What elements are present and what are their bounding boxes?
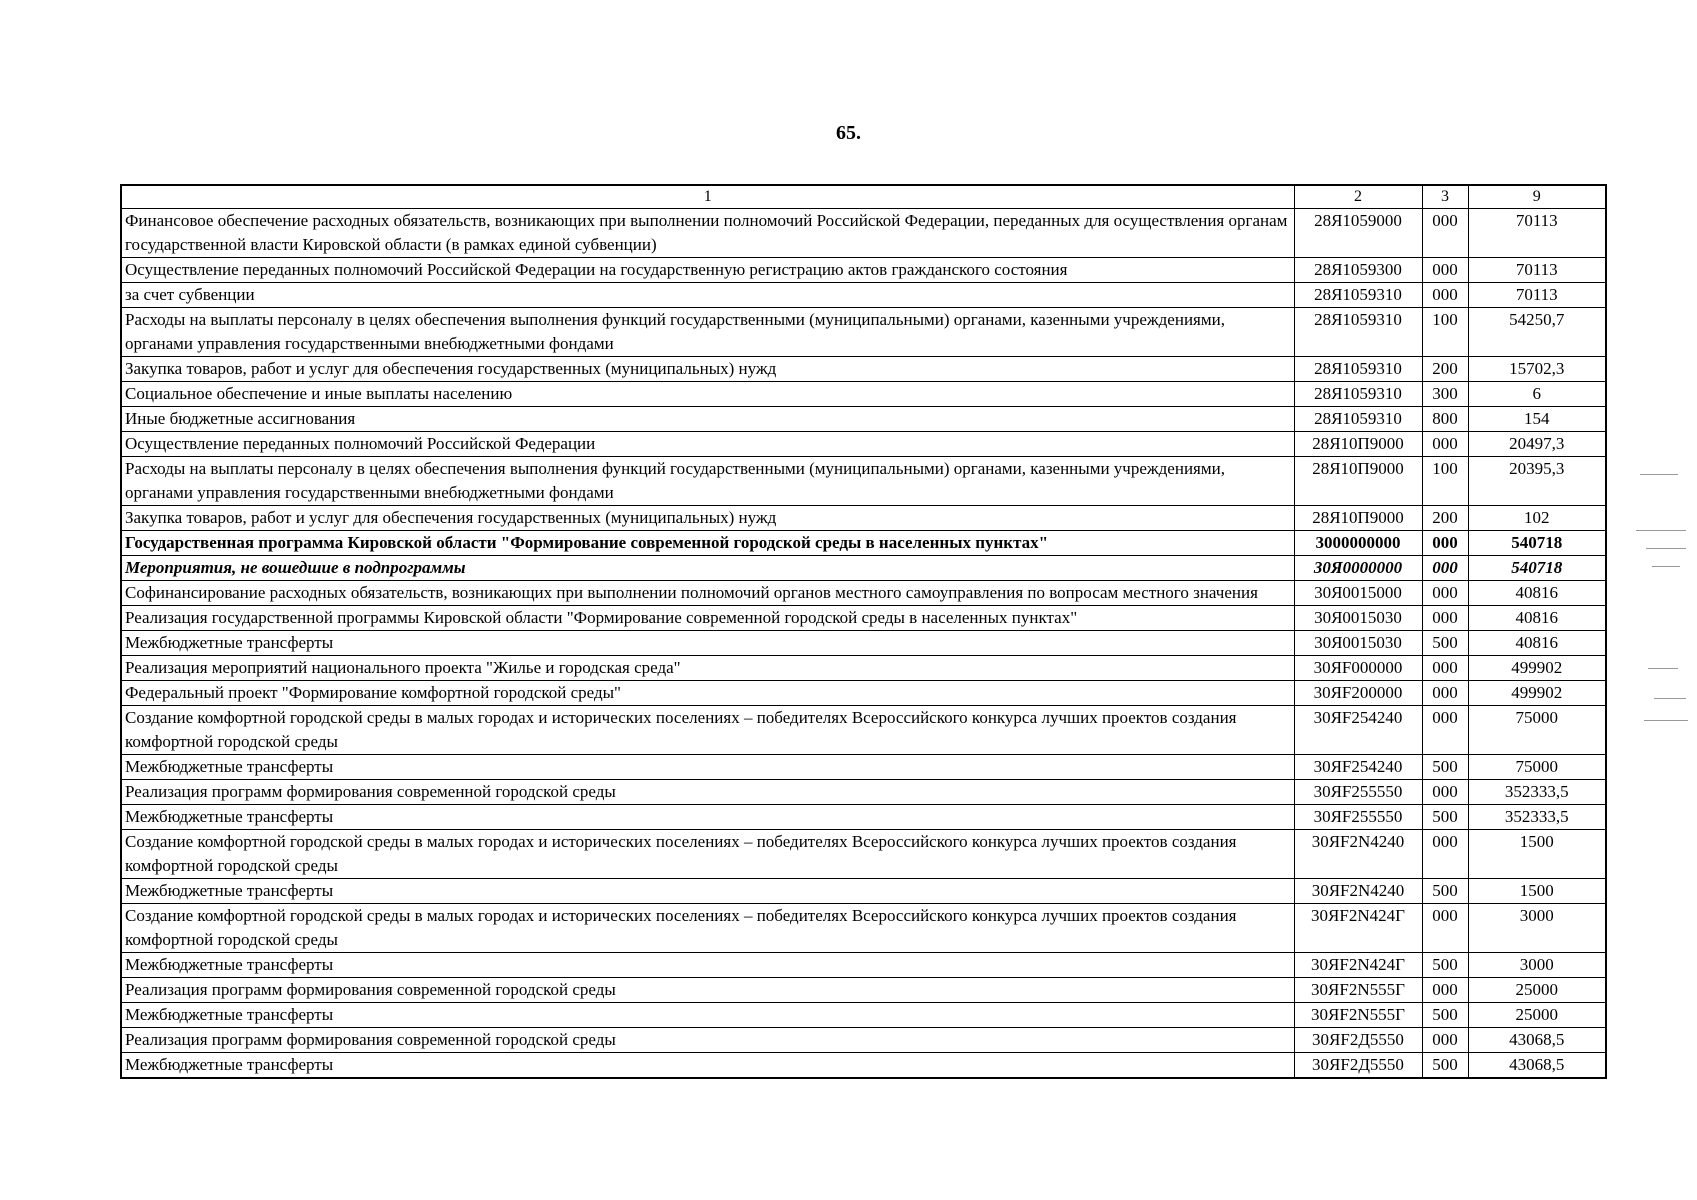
row-amount: 102 <box>1468 506 1606 531</box>
row-expense-kind: 000 <box>1422 978 1468 1003</box>
row-expense-kind: 200 <box>1422 506 1468 531</box>
scan-artifact <box>1648 668 1678 669</box>
row-amount: 352333,5 <box>1468 805 1606 830</box>
row-amount: 6 <box>1468 382 1606 407</box>
table-row <box>121 631 1606 656</box>
row-amount: 15702,3 <box>1468 357 1606 382</box>
row-description: Создание комфортной городской среды в малых городах и исторических поселениях – победителях Всероссийского конкурса лучших проектов создания комфортной городской среды <box>121 904 1294 953</box>
row-code: 30Я0015030 <box>1294 606 1422 631</box>
row-description: Государственная программа Кировской области "Формирование современной городской среды в населенных пунктах" <box>121 531 1294 556</box>
row-description: Реализация программ формирования современной городской среды <box>121 978 1294 1003</box>
row-description: Софинансирование расходных обязательств, возникающих при выполнении полномочий органов местного самоуправления по вопросам местного значения <box>121 581 1294 606</box>
row-expense-kind: 500 <box>1422 879 1468 904</box>
row-code: 28Я10П9000 <box>1294 457 1422 506</box>
row-amount: 499902 <box>1468 656 1606 681</box>
table-row <box>121 432 1606 457</box>
row-code: 30ЯF200000 <box>1294 681 1422 706</box>
row-code: 28Я1059310 <box>1294 407 1422 432</box>
row-description: Расходы на выплаты персоналу в целях обеспечения выполнения функций государственными (муниципальными) органами, казенными учреждениями, органами управления государственными внебюджетными фондами <box>121 308 1294 357</box>
row-expense-kind: 100 <box>1422 457 1468 506</box>
row-code: 28Я1059310 <box>1294 308 1422 357</box>
row-amount: 40816 <box>1468 631 1606 656</box>
row-amount: 70113 <box>1468 258 1606 283</box>
row-expense-kind: 500 <box>1422 755 1468 780</box>
row-code: 30ЯF254240 <box>1294 755 1422 780</box>
row-amount: 20497,3 <box>1468 432 1606 457</box>
scan-artifact <box>1640 474 1678 475</box>
table-row <box>121 1028 1606 1053</box>
column-header-kind: 3 <box>1422 185 1468 209</box>
row-amount: 499902 <box>1468 681 1606 706</box>
row-description: Финансовое обеспечение расходных обязательств, возникающих при выполнении полномочий Российской Федерации, переданных для осуществления органам государственной власти Кировской области (в рамках единой субвенции) <box>121 209 1294 258</box>
row-code: 30ЯF2Д5550 <box>1294 1053 1422 1079</box>
row-expense-kind: 500 <box>1422 631 1468 656</box>
row-expense-kind: 000 <box>1422 1028 1468 1053</box>
table-row <box>121 805 1606 830</box>
row-description: Реализация государственной программы Кировской области "Формирование современной городской среды в населенных пунктах" <box>121 606 1294 631</box>
row-code: 30ЯF2N4240 <box>1294 830 1422 879</box>
row-amount: 43068,5 <box>1468 1028 1606 1053</box>
row-code: 28Я1059310 <box>1294 283 1422 308</box>
row-code: 28Я1059310 <box>1294 357 1422 382</box>
table-row <box>121 581 1606 606</box>
table-row <box>121 1053 1606 1079</box>
row-amount: 154 <box>1468 407 1606 432</box>
row-expense-kind: 000 <box>1422 656 1468 681</box>
table-row <box>121 209 1606 258</box>
row-description: Мероприятия, не вошедшие в подпрограммы <box>121 556 1294 581</box>
row-expense-kind: 000 <box>1422 258 1468 283</box>
row-amount: 3000 <box>1468 953 1606 978</box>
table-row <box>121 258 1606 283</box>
column-header-code: 2 <box>1294 185 1422 209</box>
table-row <box>121 308 1606 357</box>
row-amount: 1500 <box>1468 879 1606 904</box>
row-description: Реализация программ формирования современной городской среды <box>121 780 1294 805</box>
table-row <box>121 1003 1606 1028</box>
row-expense-kind: 000 <box>1422 581 1468 606</box>
table-row <box>121 407 1606 432</box>
table-row <box>121 606 1606 631</box>
row-code: 30ЯF2N4240 <box>1294 879 1422 904</box>
row-description: Реализация программ формирования современной городской среды <box>121 1028 1294 1053</box>
row-expense-kind: 000 <box>1422 606 1468 631</box>
table-row <box>121 879 1606 904</box>
row-description: Межбюджетные трансферты <box>121 755 1294 780</box>
row-code: 28Я1059300 <box>1294 258 1422 283</box>
row-amount: 25000 <box>1468 978 1606 1003</box>
row-description: Федеральный проект "Формирование комфортной городской среды" <box>121 681 1294 706</box>
scan-artifact <box>1652 566 1680 567</box>
row-expense-kind: 300 <box>1422 382 1468 407</box>
row-code: 28Я1059000 <box>1294 209 1422 258</box>
table-row <box>121 706 1606 755</box>
column-header-amount: 9 <box>1468 185 1606 209</box>
table-row <box>121 556 1606 581</box>
row-expense-kind: 500 <box>1422 953 1468 978</box>
table-row <box>121 780 1606 805</box>
row-code: 30ЯF255550 <box>1294 780 1422 805</box>
table-row <box>121 457 1606 506</box>
scan-artifact <box>1646 548 1686 549</box>
row-code: 30ЯF000000 <box>1294 656 1422 681</box>
row-description: Межбюджетные трансферты <box>121 953 1294 978</box>
row-description: за счет субвенции <box>121 283 1294 308</box>
scan-artifact <box>1636 530 1686 531</box>
row-expense-kind: 800 <box>1422 407 1468 432</box>
row-description: Межбюджетные трансферты <box>121 1053 1294 1079</box>
row-description: Осуществление переданных полномочий Российской Федерации на государственную регистрацию актов гражданского состояния <box>121 258 1294 283</box>
row-description: Создание комфортной городской среды в малых городах и исторических поселениях – победителях Всероссийского конкурса лучших проектов создания комфортной городской среды <box>121 706 1294 755</box>
row-description: Реализация мероприятий национального проекта "Жилье и городская среда" <box>121 656 1294 681</box>
row-description: Осуществление переданных полномочий Российской Федерации <box>121 432 1294 457</box>
row-code: 30ЯF2N555Г <box>1294 978 1422 1003</box>
row-description: Межбюджетные трансферты <box>121 879 1294 904</box>
row-code: 30ЯF255550 <box>1294 805 1422 830</box>
row-expense-kind: 500 <box>1422 1053 1468 1079</box>
row-expense-kind: 500 <box>1422 1003 1468 1028</box>
row-code: 30Я0000000 <box>1294 556 1422 581</box>
row-code: 30ЯF2Д5550 <box>1294 1028 1422 1053</box>
table-row <box>121 953 1606 978</box>
row-amount: 540718 <box>1468 556 1606 581</box>
row-amount: 352333,5 <box>1468 780 1606 805</box>
row-amount: 75000 <box>1468 706 1606 755</box>
table-row <box>121 681 1606 706</box>
row-code: 28Я1059310 <box>1294 382 1422 407</box>
row-description: Закупка товаров, работ и услуг для обеспечения государственных (муниципальных) нужд <box>121 506 1294 531</box>
row-expense-kind: 000 <box>1422 531 1468 556</box>
table-row <box>121 357 1606 382</box>
row-expense-kind: 000 <box>1422 904 1468 953</box>
row-amount: 20395,3 <box>1468 457 1606 506</box>
row-amount: 540718 <box>1468 531 1606 556</box>
row-code: 30ЯF254240 <box>1294 706 1422 755</box>
table-row <box>121 830 1606 879</box>
row-code: 30ЯF2N555Г <box>1294 1003 1422 1028</box>
table-row <box>121 978 1606 1003</box>
row-code: 30Я0015030 <box>1294 631 1422 656</box>
row-expense-kind: 000 <box>1422 706 1468 755</box>
row-code: 30Я0015000 <box>1294 581 1422 606</box>
row-expense-kind: 200 <box>1422 357 1468 382</box>
row-description: Межбюджетные трансферты <box>121 631 1294 656</box>
scan-artifact <box>1654 698 1686 699</box>
row-code: 30ЯF2N424Г <box>1294 904 1422 953</box>
budget-table <box>120 184 1607 1079</box>
scan-artifact <box>1644 720 1688 721</box>
row-amount: 3000 <box>1468 904 1606 953</box>
row-amount: 43068,5 <box>1468 1053 1606 1079</box>
row-amount: 1500 <box>1468 830 1606 879</box>
table-row <box>121 656 1606 681</box>
row-amount: 70113 <box>1468 209 1606 258</box>
row-code: 30ЯF2N424Г <box>1294 953 1422 978</box>
row-amount: 40816 <box>1468 606 1606 631</box>
table-row <box>121 506 1606 531</box>
table-header-row <box>121 185 1606 209</box>
row-code: 3000000000 <box>1294 531 1422 556</box>
row-description: Расходы на выплаты персоналу в целях обеспечения выполнения функций государственными (муниципальными) органами, казенными учреждениями, органами управления государственными внебюджетными фондами <box>121 457 1294 506</box>
row-amount: 54250,7 <box>1468 308 1606 357</box>
row-expense-kind: 000 <box>1422 830 1468 879</box>
row-description: Межбюджетные трансферты <box>121 1003 1294 1028</box>
table-row <box>121 283 1606 308</box>
column-header-description: 1 <box>121 185 1294 209</box>
row-code: 28Я10П9000 <box>1294 432 1422 457</box>
row-expense-kind: 000 <box>1422 283 1468 308</box>
row-code: 28Я10П9000 <box>1294 506 1422 531</box>
row-expense-kind: 000 <box>1422 681 1468 706</box>
row-description: Закупка товаров, работ и услуг для обеспечения государственных (муниципальных) нужд <box>121 357 1294 382</box>
table-row <box>121 904 1606 953</box>
row-expense-kind: 000 <box>1422 209 1468 258</box>
table-row <box>121 755 1606 780</box>
row-expense-kind: 500 <box>1422 805 1468 830</box>
row-expense-kind: 100 <box>1422 308 1468 357</box>
table-row <box>121 531 1606 556</box>
row-amount: 70113 <box>1468 283 1606 308</box>
row-expense-kind: 000 <box>1422 780 1468 805</box>
row-amount: 75000 <box>1468 755 1606 780</box>
row-amount: 25000 <box>1468 1003 1606 1028</box>
page-number: 65. <box>836 122 861 144</box>
row-description: Создание комфортной городской среды в малых городах и исторических поселениях – победителях Всероссийского конкурса лучших проектов создания комфортной городской среды <box>121 830 1294 879</box>
row-expense-kind: 000 <box>1422 432 1468 457</box>
row-expense-kind: 000 <box>1422 556 1468 581</box>
row-amount: 40816 <box>1468 581 1606 606</box>
row-description: Иные бюджетные ассигнования <box>121 407 1294 432</box>
table-row <box>121 382 1606 407</box>
row-description: Межбюджетные трансферты <box>121 805 1294 830</box>
row-description: Социальное обеспечение и иные выплаты населению <box>121 382 1294 407</box>
